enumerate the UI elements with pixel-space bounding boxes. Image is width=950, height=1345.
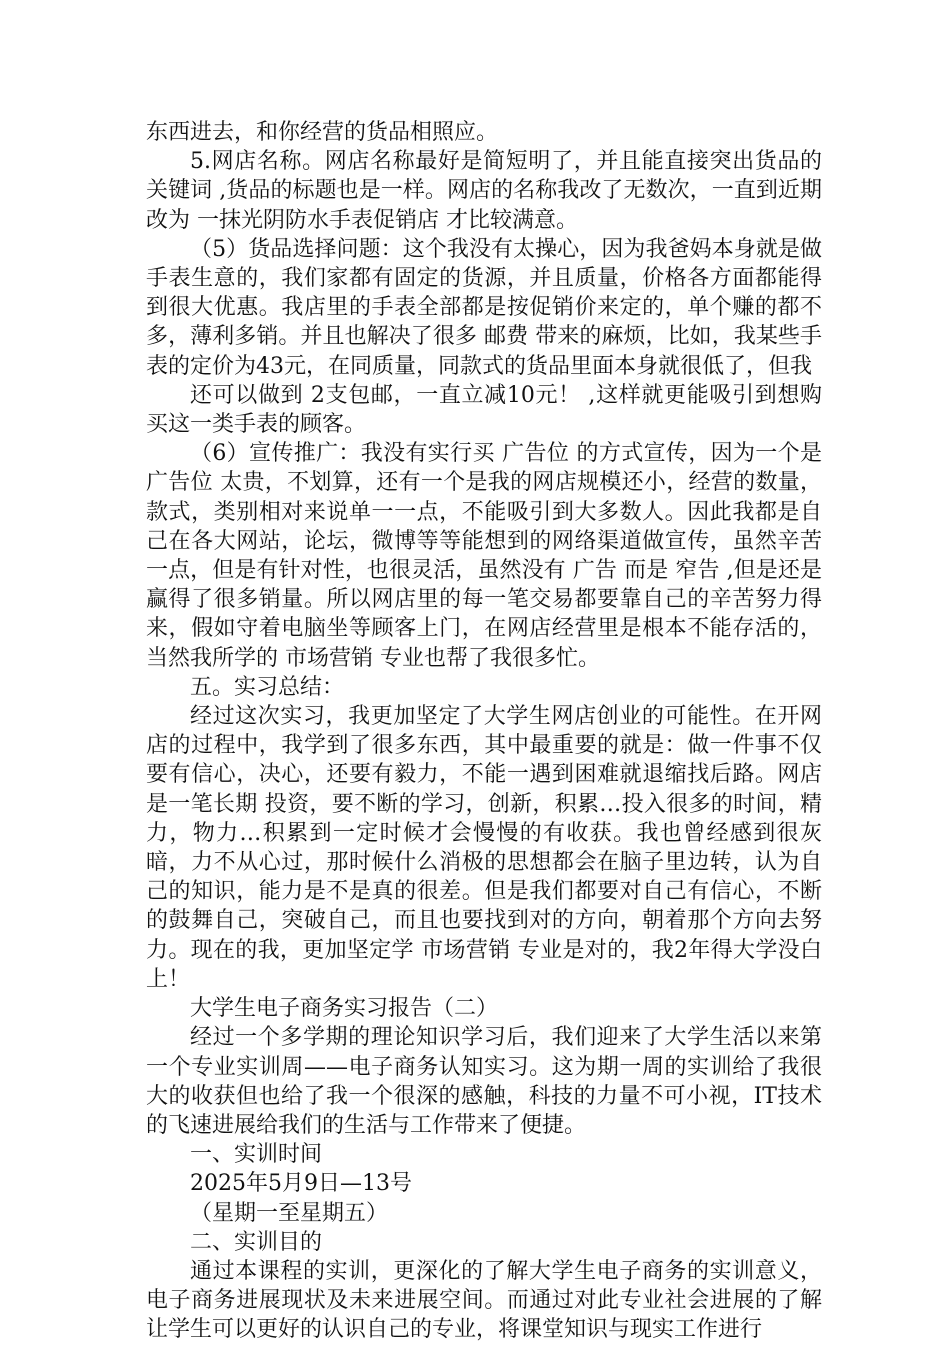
section-heading-time: 一、实训时间	[190, 1142, 323, 1168]
paragraph-9: 经过一个多学期的理论知识学习后，我们迎来了大学生活以来第一个专业实训周——电子商务认知实习。这为期一周的实训给了我很大的收获但也给了我一个很深的感触，科技的力量不可小视，IT技术的飞速进展给我们的生活与工作带来了便捷。	[146, 1025, 822, 1138]
document-page	[146, 118, 822, 1345]
weekday-line: （星期一至星期五）	[190, 1200, 389, 1226]
paragraph-5: （6）宣传推广：我没有实行买 广告位 的方式宣传，因为一个是 广告位 太贵，不划算，还有一个是我的网店规模还小，经营的数量，款式，类别相对来说单一一点，不能吸引到大多数人。因此我都是自己在各大网站，论坛，微博等等能想到的网络渠道做宣传，虽然辛苦一点，但是有针对性，也很灵活，虽然没有 广告 而是 窄告 ,但是还是赢得了很多销量。所以网店里的每一笔交易都要靠自己的辛苦努力得来，假如守着电脑坐等顾客上门，在网店经营里是根本不能存活的，当然我所学的 市场营销 专业也帮了我很多忙。	[146, 441, 822, 671]
section-heading-purpose: 二、实训目的	[190, 1229, 323, 1255]
paragraph-1: 东西进去，和你经营的货品相照应。	[146, 120, 499, 145]
paragraph-3: （5）货品选择问题：这个我没有太操心，因为我爸妈本身就是做手表生意的，我们家都有固定的货源，并且质量，价格各方面都能得到很大优惠。我店里的手表全部都是按促销价来定的，单个赚的都不多，薄利多销。并且也解决了很多 邮费 带来的麻烦，比如，我某些手表的定价为43元，在同质量，同款式的货品里面本身就很低了，但我	[146, 236, 822, 379]
date-line: 2025年5月9日—13号	[190, 1171, 412, 1197]
paragraph-7: 经过这次实习，我更加坚定了大学生网店创业的可能性。在开网店的过程中，我学到了很多东西，其中最重要的就是：做一件事不仅要有信心，决心，还要有毅力，不能一遇到困难就退缩找后路。网店是一笔长期 投资，要不断的学习，创新，积累…投入很多的时间，精力，物力…积累到一定时候才会慢慢的有收获。我也曾经感到很灰暗，力不从心过，那时候什么消极的思想都会在脑子里边转，认为自己的知识，能力是不是真的很差。但是我们都要对自己有信心，不断的鼓舞自己，突破自己，而且也要找到对的方向，朝着那个方向去努力。现在的我，更加坚定学 市场营销 专业是对的，我2年得大学没白上！	[146, 704, 822, 992]
paragraph-4: 还可以做到 2支包邮，一直立减10元！ ,这样就更能吸引到想购买这一类手表的顾客。	[146, 382, 822, 438]
paragraph-14: 通过本课程的实训，更深化的了解大学生电子商务的实训意义，电子商务进展现状及未来进展空间。而通过对此专业社会进展的了解让学生可以更好的认识自己的专业，将课堂知识与现实工作进行	[146, 1258, 822, 1343]
section-heading-summary: 五。实习总结：	[190, 674, 345, 700]
report-title-2: 大学生电子商务实习报告（二）	[190, 996, 499, 1022]
paragraph-2: 5.网店名称。网店名称最好是简短明了，并且能直接突出货品的 关键词 ,货品的标题也是一样。网店的名称我改了无数次，一直到近期改为 一抹光阴防水手表促销店 才比较满意。	[146, 149, 822, 233]
